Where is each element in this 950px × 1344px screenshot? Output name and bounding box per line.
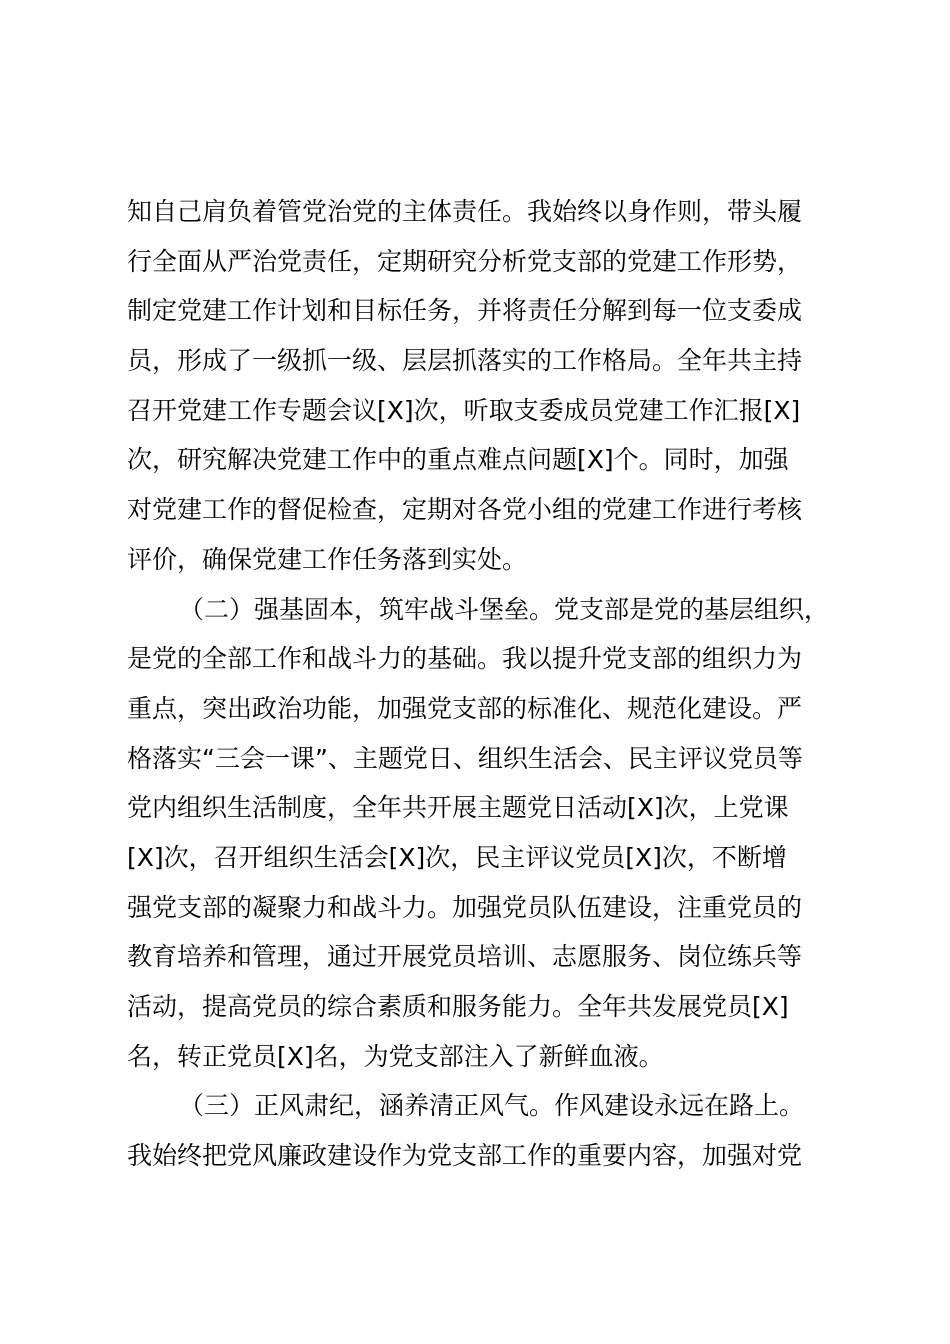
text-line: 党内组织生活制度，全年共开展主题党日活动[X]次，上党课 [127,793,789,823]
text-line: 员，形成了一级抓一级、层层抓落实的工作格局。全年共主持 [127,346,803,376]
text-line: 行全面从严治党责任，定期研究分析党支部的党建工作形势， [127,246,803,276]
text-line: [X]次，召开组织生活会[X]次，民主评议党员[X]次，不断增 [127,842,787,872]
section-heading-line: （三）正风肃纪，涵养清正风气。作风建设永远在路上。 [179,1091,805,1121]
body-text [127,187,830,1181]
text-line: 次，研究解决党建工作中的重点难点问题[X]个。同时，加强 [127,445,789,475]
text-line: 制定党建工作计划和目标任务，并将责任分解到每一位支委成 [127,296,803,326]
text-line: 知自己肩负着管党治党的主体责任。我始终以身作则，带头履 [127,197,803,226]
text-line: 名，转正党员[X]名，为党支部注入了新鲜血液。 [127,1041,664,1071]
text-line: 活动，提高党员的综合素质和服务能力。全年共发展党员[X] [127,992,789,1021]
text-line: 强党支部的凝聚力和战斗力。加强党员队伍建设，注重党员的 [127,892,803,922]
text-line: 教育培养和管理，通过开展党员培训、志愿服务、岗位练兵等 [127,942,803,972]
text-line: 对党建工作的督促检查，定期对各党小组的党建工作进行考核 [127,495,803,525]
text-line: 是党的全部工作和战斗力的基础。我以提升党支部的组织力为 [127,644,803,674]
text-line: 评价，确保党建工作任务落到实处。 [127,544,528,574]
text-line: 格落实“三会一课”、主题党日、组织生活会、民主评议党员等 [127,743,803,773]
text-line: 召开党建工作专题会议[X]次，听取支委成员党建工作汇报[X] [127,395,801,425]
text-line: 我始终把党风廉政建设作为党支部工作的重要内容，加强对党 [127,1141,803,1171]
section-heading-line: （二）强基固本，筑牢战斗堡垒。党支部是党的基层组织， [179,594,830,624]
text-line: 重点，突出政治功能，加强党支部的标准化、规范化建设。严 [127,693,803,723]
